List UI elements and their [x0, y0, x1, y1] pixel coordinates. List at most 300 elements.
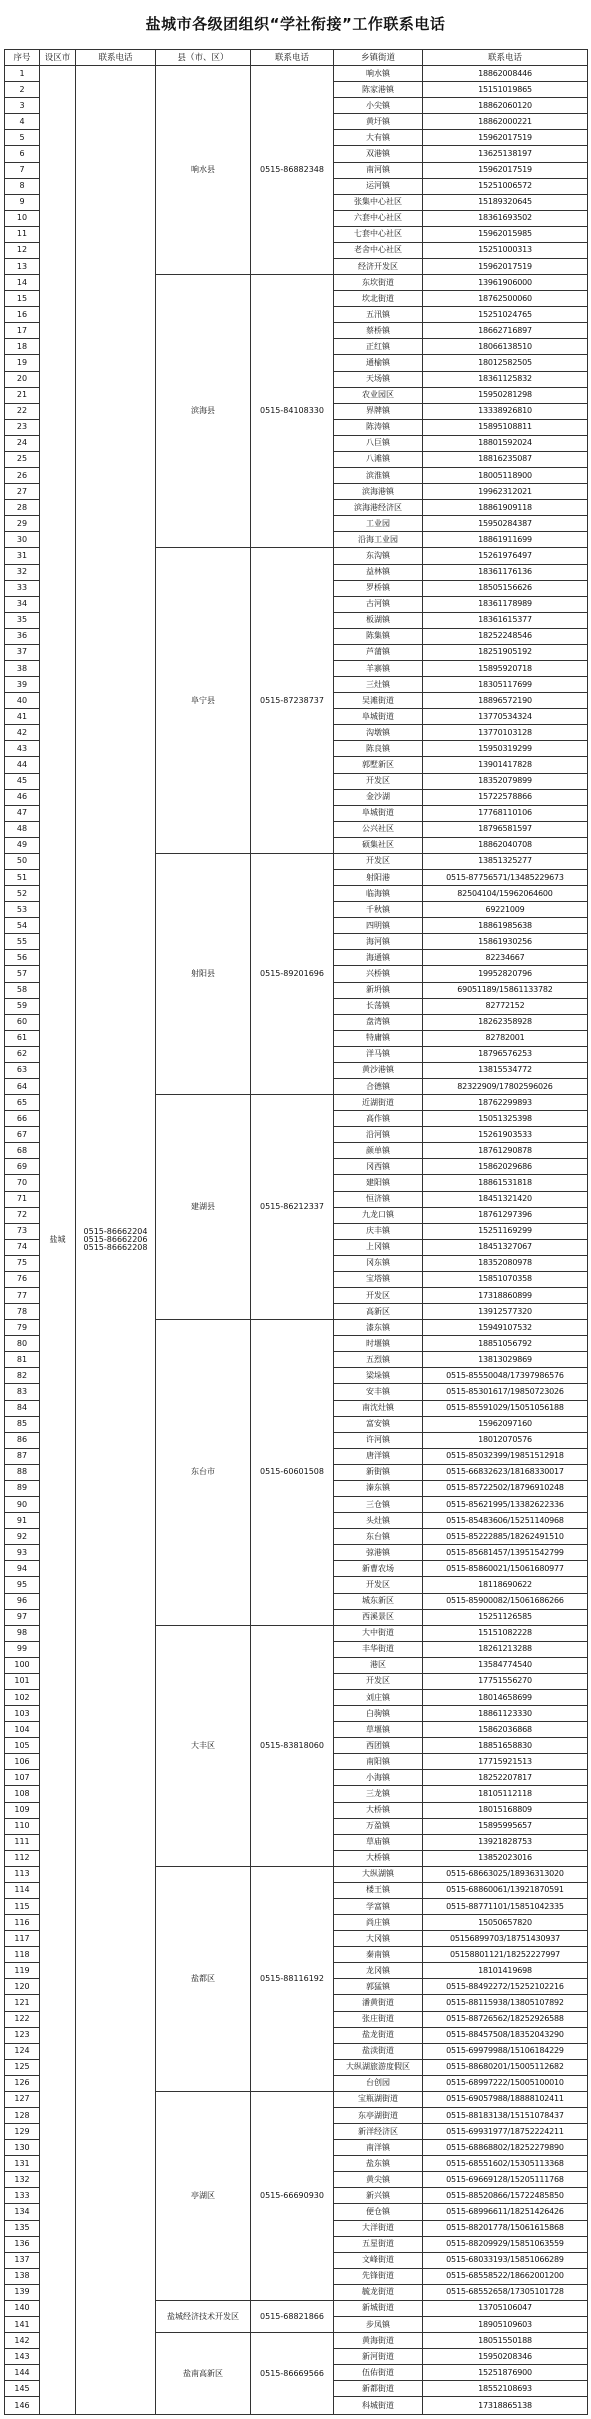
town-phone: 0515-88209929/15851063559	[423, 2236, 588, 2252]
row-number: 86	[5, 1432, 40, 1448]
row-number: 102	[5, 1689, 40, 1705]
row-number: 127	[5, 2091, 40, 2107]
town-name: 五星街道	[334, 2236, 423, 2252]
town-name: 秦南镇	[334, 1947, 423, 1963]
town-phone: 17318865138	[423, 2397, 588, 2415]
county-name: 大丰区	[156, 1625, 251, 1866]
town-name: 四明镇	[334, 918, 423, 934]
town-phone: 17715921513	[423, 1754, 588, 1770]
row-number: 120	[5, 1979, 40, 1995]
town-phone: 15950284387	[423, 516, 588, 532]
town-name: 响水镇	[334, 66, 423, 82]
row-number: 125	[5, 2059, 40, 2075]
town-phone: 15251006572	[423, 178, 588, 194]
town-name: 开发区	[334, 1288, 423, 1304]
town-phone: 18896572190	[423, 693, 588, 709]
town-phone: 15862036868	[423, 1722, 588, 1738]
row-number: 51	[5, 869, 40, 885]
row-number: 18	[5, 339, 40, 355]
row-number: 119	[5, 1963, 40, 1979]
row-number: 129	[5, 2124, 40, 2140]
row-number: 8	[5, 178, 40, 194]
town-name: 黄海街道	[334, 2333, 423, 2349]
town-phone: 19952820796	[423, 966, 588, 982]
row-number: 45	[5, 773, 40, 789]
town-name: 古河镇	[334, 596, 423, 612]
row-number: 107	[5, 1770, 40, 1786]
town-phone: 15251126585	[423, 1609, 588, 1625]
table-body	[5, 50, 588, 2415]
row-number: 13	[5, 259, 40, 275]
row-number: 74	[5, 1239, 40, 1255]
town-name: 新河街道	[334, 2349, 423, 2365]
row-number: 137	[5, 2252, 40, 2268]
row-number: 31	[5, 548, 40, 564]
row-number: 131	[5, 2156, 40, 2172]
row-number: 110	[5, 1818, 40, 1834]
town-phone: 15861930256	[423, 934, 588, 950]
city-phone: 0515-86662204 0515-86662206 0515-86662208	[76, 66, 156, 2415]
row-number: 16	[5, 307, 40, 323]
town-name: 羊寨镇	[334, 660, 423, 676]
town-phone: 0515-85032399/19851512918	[423, 1448, 588, 1464]
row-number: 83	[5, 1384, 40, 1400]
town-name: 新城街道	[334, 2300, 423, 2316]
town-name: 郭墅新区	[334, 757, 423, 773]
town-phone: 18816235087	[423, 451, 588, 467]
town-name: 工业园	[334, 516, 423, 532]
row-number: 42	[5, 725, 40, 741]
town-name: 便仓镇	[334, 2204, 423, 2220]
town-phone: 0515-68552658/17305101728	[423, 2284, 588, 2300]
town-phone: 0515-68663025/18936313020	[423, 1866, 588, 1882]
town-phone: 18796581597	[423, 821, 588, 837]
row-number: 22	[5, 403, 40, 419]
row-number: 17	[5, 323, 40, 339]
county-name: 盐南高新区	[156, 2333, 251, 2415]
row-number: 108	[5, 1786, 40, 1802]
row-number: 57	[5, 966, 40, 982]
row-number: 37	[5, 644, 40, 660]
town-name: 大洋街道	[334, 2220, 423, 2236]
town-name: 溱东镇	[334, 1480, 423, 1496]
row-number: 50	[5, 853, 40, 869]
row-number: 38	[5, 660, 40, 676]
town-phone: 0515-88492272/15252102216	[423, 1979, 588, 1995]
row-number: 28	[5, 500, 40, 516]
row-number: 5	[5, 130, 40, 146]
town-phone: 15251169299	[423, 1223, 588, 1239]
town-phone: 18861985638	[423, 918, 588, 934]
town-name: 近湖街道	[334, 1095, 423, 1111]
town-phone: 13338926810	[423, 403, 588, 419]
town-phone: 18361178989	[423, 596, 588, 612]
town-name: 海河镇	[334, 934, 423, 950]
row-number: 138	[5, 2268, 40, 2284]
row-number: 59	[5, 998, 40, 1014]
row-number: 40	[5, 693, 40, 709]
town-phone: 82772152	[423, 998, 588, 1014]
row-number: 1	[5, 66, 40, 82]
town-phone: 18762500060	[423, 291, 588, 307]
town-name: 漆东镇	[334, 1320, 423, 1336]
town-name: 盘湾镇	[334, 1014, 423, 1030]
town-name: 滨海港经济区	[334, 500, 423, 516]
town-name: 兴桥镇	[334, 966, 423, 982]
row-number: 12	[5, 242, 40, 258]
town-name: 金沙湖	[334, 789, 423, 805]
town-name: 八滩镇	[334, 451, 423, 467]
header-city: 设区市	[40, 50, 76, 66]
town-phone: 18505156626	[423, 580, 588, 596]
town-phone: 69221009	[423, 902, 588, 918]
row-number: 30	[5, 532, 40, 548]
row-number: 39	[5, 677, 40, 693]
row-number: 96	[5, 1593, 40, 1609]
town-phone: 0515-88680201/15005112682	[423, 2059, 588, 2075]
town-phone: 18361693502	[423, 210, 588, 226]
town-phone: 18015168809	[423, 1802, 588, 1818]
town-name: 阜城街道	[334, 805, 423, 821]
row-number: 72	[5, 1207, 40, 1223]
town-phone: 18861123330	[423, 1706, 588, 1722]
row-number: 58	[5, 982, 40, 998]
town-name: 蔡桥镇	[334, 323, 423, 339]
row-number: 29	[5, 516, 40, 532]
town-name: 三龙镇	[334, 1786, 423, 1802]
town-name: 安丰镇	[334, 1384, 423, 1400]
town-phone: 13815534772	[423, 1062, 588, 1078]
row-number: 144	[5, 2365, 40, 2381]
town-name: 文峰街道	[334, 2252, 423, 2268]
row-number: 118	[5, 1947, 40, 1963]
row-number: 77	[5, 1288, 40, 1304]
town-phone: 15051325398	[423, 1111, 588, 1127]
town-name: 弶港镇	[334, 1545, 423, 1561]
row-number: 10	[5, 210, 40, 226]
row-number: 63	[5, 1062, 40, 1078]
row-number: 114	[5, 1882, 40, 1898]
row-number: 100	[5, 1657, 40, 1673]
county-name: 盐城经济技术开发区	[156, 2300, 251, 2332]
town-name: 海通镇	[334, 950, 423, 966]
row-number: 32	[5, 564, 40, 580]
row-number: 69	[5, 1159, 40, 1175]
town-phone: 18851658830	[423, 1738, 588, 1754]
county-phone: 0515-86669566	[251, 2333, 334, 2415]
town-phone: 18796576253	[423, 1046, 588, 1062]
town-phone: 18451327067	[423, 1239, 588, 1255]
town-phone: 0515-68551602/15305113368	[423, 2156, 588, 2172]
row-number: 48	[5, 821, 40, 837]
town-name: 南洋镇	[334, 2140, 423, 2156]
town-phone: 15962097160	[423, 1416, 588, 1432]
town-name: 梁垛镇	[334, 1368, 423, 1384]
row-number: 101	[5, 1673, 40, 1689]
town-phone: 17768110106	[423, 805, 588, 821]
row-number: 136	[5, 2236, 40, 2252]
town-name: 头灶镇	[334, 1513, 423, 1529]
town-phone: 18066138510	[423, 339, 588, 355]
town-phone: 0515-85722502/18796910248	[423, 1480, 588, 1496]
town-name: 芦蒲镇	[334, 644, 423, 660]
row-number: 117	[5, 1931, 40, 1947]
town-name: 陈集镇	[334, 628, 423, 644]
town-phone: 15251000313	[423, 242, 588, 258]
town-phone: 15949107532	[423, 1320, 588, 1336]
row-number: 111	[5, 1834, 40, 1850]
row-number: 98	[5, 1625, 40, 1641]
town-name: 南沈灶镇	[334, 1400, 423, 1416]
row-number: 130	[5, 2140, 40, 2156]
town-name: 潘黄街道	[334, 1995, 423, 2011]
town-name: 运河镇	[334, 178, 423, 194]
county-name: 东台市	[156, 1320, 251, 1625]
row-number: 104	[5, 1722, 40, 1738]
row-number: 64	[5, 1079, 40, 1095]
town-name: 冈东镇	[334, 1255, 423, 1271]
town-phone: 13912577320	[423, 1304, 588, 1320]
row-number: 145	[5, 2381, 40, 2397]
town-name: 盐龙街道	[334, 2027, 423, 2043]
town-phone: 82322909/17802596026	[423, 1079, 588, 1095]
town-name: 八巨镇	[334, 435, 423, 451]
header-no: 序号	[5, 50, 40, 66]
town-phone: 18352079899	[423, 773, 588, 789]
town-phone: 0515-85681457/13951542799	[423, 1545, 588, 1561]
row-number: 6	[5, 146, 40, 162]
row-number: 73	[5, 1223, 40, 1239]
row-number: 41	[5, 709, 40, 725]
town-name: 港区	[334, 1657, 423, 1673]
town-name: 五烈镇	[334, 1352, 423, 1368]
town-phone: 15895995657	[423, 1818, 588, 1834]
town-name: 开发区	[334, 853, 423, 869]
town-name: 东台镇	[334, 1529, 423, 1545]
row-number: 134	[5, 2204, 40, 2220]
county-name: 滨海县	[156, 275, 251, 548]
town-phone: 15251876900	[423, 2365, 588, 2381]
town-phone: 82782001	[423, 1030, 588, 1046]
town-name: 千秋镇	[334, 902, 423, 918]
town-phone: 18305117699	[423, 677, 588, 693]
county-phone: 0515-87238737	[251, 548, 334, 853]
town-name: 三灶镇	[334, 677, 423, 693]
row-number: 54	[5, 918, 40, 934]
county-phone: 0515-86212337	[251, 1095, 334, 1320]
row-number: 142	[5, 2333, 40, 2349]
town-phone: 05158801121/18252227997	[423, 1947, 588, 1963]
town-phone: 18361615377	[423, 612, 588, 628]
town-name: 板湖镇	[334, 612, 423, 628]
town-phone: 18851056792	[423, 1336, 588, 1352]
contact-table	[4, 49, 588, 2415]
town-name: 龙冈镇	[334, 1963, 423, 1979]
row-number: 75	[5, 1255, 40, 1271]
row-number: 7	[5, 162, 40, 178]
town-phone: 15261903533	[423, 1127, 588, 1143]
town-name: 农业园区	[334, 387, 423, 403]
county-phone: 0515-88116192	[251, 1866, 334, 2091]
town-name: 伍佑街道	[334, 2365, 423, 2381]
town-phone: 0515-85222885/18262491510	[423, 1529, 588, 1545]
town-name: 白驹镇	[334, 1706, 423, 1722]
town-phone: 18051550188	[423, 2333, 588, 2349]
town-phone: 15950208346	[423, 2349, 588, 2365]
town-name: 西团镇	[334, 1738, 423, 1754]
town-name: 陈良镇	[334, 741, 423, 757]
town-phone: 15261976497	[423, 548, 588, 564]
town-phone: 82504104/15962064600	[423, 886, 588, 902]
town-phone: 15251024765	[423, 307, 588, 323]
town-phone: 18862060120	[423, 98, 588, 114]
county-phone: 0515-89201696	[251, 853, 334, 1094]
town-phone: 0515-68860061/13921870591	[423, 1882, 588, 1898]
row-number: 36	[5, 628, 40, 644]
town-phone: 13770103128	[423, 725, 588, 741]
town-phone: 15962017519	[423, 130, 588, 146]
town-phone: 18862000221	[423, 114, 588, 130]
town-name: 万盈镇	[334, 1818, 423, 1834]
town-name: 科城街道	[334, 2397, 423, 2415]
town-phone: 13813029869	[423, 1352, 588, 1368]
town-phone: 18252207817	[423, 1770, 588, 1786]
town-name: 公兴社区	[334, 821, 423, 837]
town-name: 东亭湖街道	[334, 2108, 423, 2124]
town-phone: 18662716897	[423, 323, 588, 339]
town-name: 盐渎街道	[334, 2043, 423, 2059]
row-number: 128	[5, 2108, 40, 2124]
town-phone: 13961906000	[423, 275, 588, 291]
county-name: 盐都区	[156, 1866, 251, 2091]
row-number: 35	[5, 612, 40, 628]
header-row	[5, 50, 588, 66]
town-phone: 0515-68558522/18662001200	[423, 2268, 588, 2284]
town-name: 大桥镇	[334, 1850, 423, 1866]
row-number: 141	[5, 2317, 40, 2333]
town-name: 时堰镇	[334, 1336, 423, 1352]
row-number: 99	[5, 1641, 40, 1657]
town-name: 开发区	[334, 773, 423, 789]
town-name: 七套中心社区	[334, 226, 423, 242]
town-name: 新坍镇	[334, 982, 423, 998]
town-name: 大桥镇	[334, 1802, 423, 1818]
town-phone: 0515-88520866/15722485850	[423, 2188, 588, 2204]
town-phone: 15050657820	[423, 1915, 588, 1931]
row-number: 65	[5, 1095, 40, 1111]
city-name: 盐城	[40, 66, 76, 2415]
town-name: 合德镇	[334, 1079, 423, 1095]
county-name: 建湖县	[156, 1095, 251, 1320]
town-phone: 18451321420	[423, 1191, 588, 1207]
town-name: 滨淮镇	[334, 468, 423, 484]
town-name: 南阳镇	[334, 1754, 423, 1770]
row-number: 122	[5, 2011, 40, 2027]
town-phone: 18761297396	[423, 1207, 588, 1223]
town-name: 新都街道	[334, 2381, 423, 2397]
town-phone: 05156899703/18751430937	[423, 1931, 588, 1947]
town-name: 洋马镇	[334, 1046, 423, 1062]
row-number: 87	[5, 1448, 40, 1464]
row-number: 3	[5, 98, 40, 114]
row-number: 146	[5, 2397, 40, 2415]
town-name: 建阳镇	[334, 1175, 423, 1191]
town-phone: 15950319299	[423, 741, 588, 757]
town-name: 新洋经济区	[334, 2124, 423, 2140]
town-name: 东沟镇	[334, 548, 423, 564]
town-phone: 0515-69669128/15205111768	[423, 2172, 588, 2188]
town-phone: 0515-88457508/18352043290	[423, 2027, 588, 2043]
town-phone: 15151019865	[423, 82, 588, 98]
town-name: 益林镇	[334, 564, 423, 580]
header-city-phone: 联系电话	[76, 50, 156, 66]
town-phone: 19962312021	[423, 484, 588, 500]
town-name: 新曹农场	[334, 1561, 423, 1577]
town-phone: 18862040708	[423, 837, 588, 853]
town-phone: 0515-85900082/15061686266	[423, 1593, 588, 1609]
town-phone: 0515-88201778/15061615868	[423, 2220, 588, 2236]
town-phone: 0515-88771101/15851042335	[423, 1898, 588, 1914]
table-row	[5, 66, 588, 82]
town-phone: 15962017519	[423, 162, 588, 178]
row-number: 81	[5, 1352, 40, 1368]
row-number: 11	[5, 226, 40, 242]
row-number: 2	[5, 82, 40, 98]
row-number: 33	[5, 580, 40, 596]
town-name: 正红镇	[334, 339, 423, 355]
row-number: 105	[5, 1738, 40, 1754]
town-name: 恒济镇	[334, 1191, 423, 1207]
town-phone: 13705106047	[423, 2300, 588, 2316]
town-name: 沟墩镇	[334, 725, 423, 741]
row-number: 85	[5, 1416, 40, 1432]
row-number: 126	[5, 2075, 40, 2091]
town-name: 许河镇	[334, 1432, 423, 1448]
town-name: 新街镇	[334, 1464, 423, 1480]
row-number: 91	[5, 1513, 40, 1529]
town-name: 草堰镇	[334, 1722, 423, 1738]
row-number: 88	[5, 1464, 40, 1480]
town-name: 开发区	[334, 1673, 423, 1689]
town-name: 小海镇	[334, 1770, 423, 1786]
town-name: 大纵湖旅游度假区	[334, 2059, 423, 2075]
town-name: 楼王镇	[334, 1882, 423, 1898]
town-phone: 13770534324	[423, 709, 588, 725]
town-name: 上冈镇	[334, 1239, 423, 1255]
header-town: 乡镇街道	[334, 50, 423, 66]
town-phone: 15962015985	[423, 226, 588, 242]
town-phone: 13625138197	[423, 146, 588, 162]
town-phone: 82234667	[423, 950, 588, 966]
town-phone: 0515-66832623/18168330017	[423, 1464, 588, 1480]
row-number: 15	[5, 291, 40, 307]
row-number: 133	[5, 2188, 40, 2204]
town-name: 沿河镇	[334, 1127, 423, 1143]
town-name: 天场镇	[334, 371, 423, 387]
town-name: 丰华街道	[334, 1641, 423, 1657]
row-number: 47	[5, 805, 40, 821]
town-name: 黄圩镇	[334, 114, 423, 130]
town-name: 大纵湖镇	[334, 1866, 423, 1882]
town-phone: 18905109603	[423, 2317, 588, 2333]
row-number: 132	[5, 2172, 40, 2188]
row-number: 53	[5, 902, 40, 918]
town-phone: 15895108811	[423, 419, 588, 435]
town-name: 罗桥镇	[334, 580, 423, 596]
town-phone: 69051189/15861133782	[423, 982, 588, 998]
row-number: 143	[5, 2349, 40, 2365]
row-number: 124	[5, 2043, 40, 2059]
